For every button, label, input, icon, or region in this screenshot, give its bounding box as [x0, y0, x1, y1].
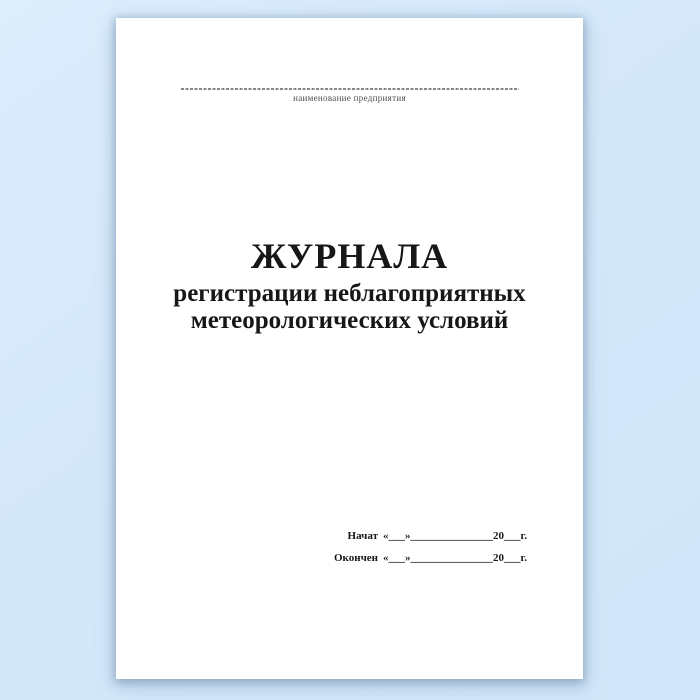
date-started-blank: «___»_______________20___г.: [383, 530, 528, 542]
date-finished-row: [316, 552, 527, 565]
journal-subtitle-line-1: регистрации неблагоприятных: [173, 280, 526, 307]
company-name-blank-line: [181, 88, 519, 90]
date-started-row: [316, 530, 527, 543]
title-block: [116, 238, 583, 334]
journal-cover-page: [116, 18, 583, 679]
dates-block: [316, 530, 527, 565]
date-started-label: Начат: [347, 530, 378, 542]
company-name-block: [116, 88, 583, 103]
date-finished-label: Окончен: [333, 552, 378, 564]
company-name-caption: наименование предприятия: [293, 92, 406, 103]
date-finished-blank: «___»_______________20___г.: [383, 552, 528, 564]
journal-subtitle-line-2: метеорологических условий: [190, 307, 509, 334]
journal-title: ЖУРНАЛА: [250, 236, 449, 276]
